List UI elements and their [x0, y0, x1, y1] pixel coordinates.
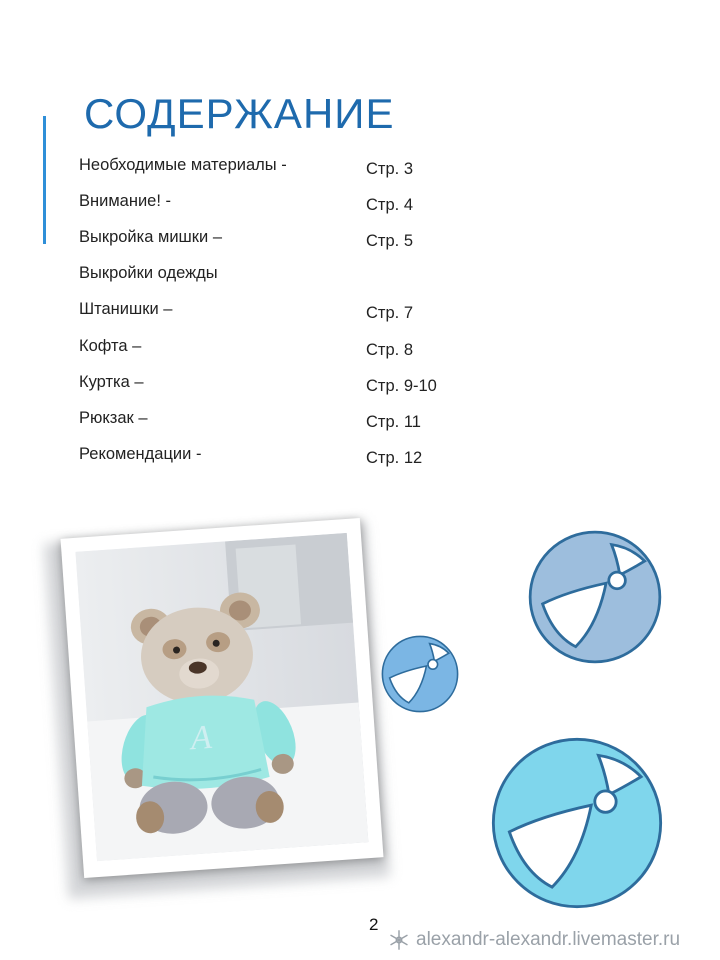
beach-ball-icon — [526, 528, 664, 666]
toc-page: Стр. 7 — [366, 304, 413, 322]
toc-page: Стр. 12 — [366, 449, 423, 467]
toc-page: Стр. 11 — [366, 413, 421, 431]
toc-page: Стр. 3 — [366, 160, 413, 178]
toc-label: Кофта – — [79, 337, 142, 355]
toc-row — [0, 156, 720, 184]
teddy-bear-photo — [75, 533, 368, 861]
toc-page: Стр. 9-10 — [366, 377, 437, 395]
toc-page: Стр. 5 — [366, 232, 413, 250]
toc-label: Внимание! - — [79, 192, 172, 210]
toc-row — [0, 192, 720, 220]
toc-label: Рюкзак – — [79, 409, 148, 427]
photo-frame — [61, 518, 384, 878]
toc-row — [0, 228, 720, 256]
toc-page: Стр. 4 — [366, 196, 413, 214]
toc-label: Необходимые материалы - — [79, 156, 287, 174]
toc-label: Выкройки одежды — [79, 264, 218, 282]
watermark — [388, 929, 680, 951]
snowflake-icon — [388, 929, 410, 951]
beach-ball-icon — [488, 734, 666, 912]
toc-page: Стр. 8 — [366, 341, 413, 359]
toc-label: Рекомендации - — [79, 445, 202, 463]
teddy-bear-illustration — [75, 533, 368, 861]
toc-row — [0, 409, 720, 437]
page-title: СОДЕРЖАНИЕ — [84, 90, 395, 137]
toc-row — [0, 264, 720, 292]
page-number: 2 — [369, 915, 379, 934]
toc-row — [0, 337, 720, 365]
toc-label: Штанишки – — [79, 300, 173, 318]
toc-label: Куртка – — [79, 373, 144, 391]
beach-ball-icon — [380, 634, 460, 714]
svg-text:A: A — [189, 718, 213, 758]
toc-row — [0, 445, 720, 473]
toc-row — [0, 373, 720, 401]
watermark-text: alexandr-alexandr.livemaster.ru — [416, 929, 681, 950]
toc-row — [0, 300, 720, 328]
toc-label: Выкройка мишки – — [79, 228, 222, 246]
